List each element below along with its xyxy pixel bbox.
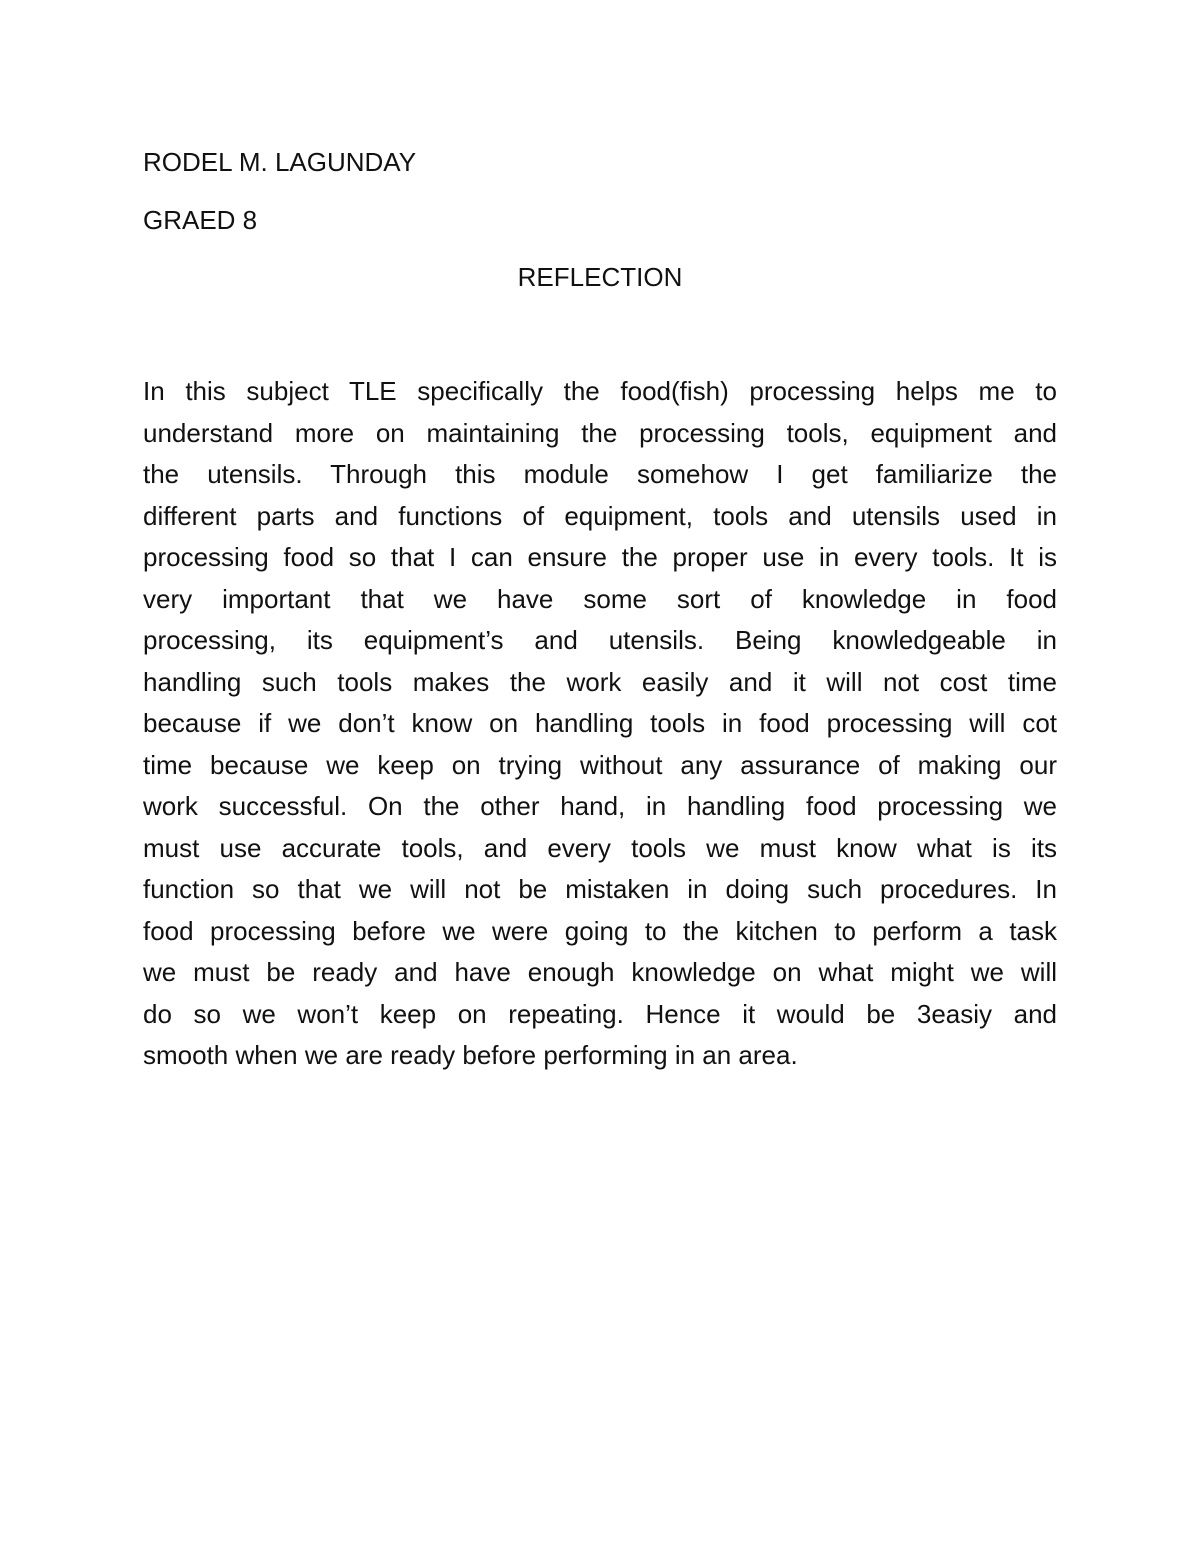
- paragraph-line: time because we keep on trying without any assurance of making our: [143, 749, 1057, 780]
- grade-level: GRAED 8: [143, 205, 258, 235]
- paragraph-line: must use accurate tools, and every tools we must know what is its: [143, 832, 1057, 863]
- document-title: REFLECTION: [517, 262, 683, 292]
- paragraph-line: understand more on maintaining the processing tools, equipment and: [143, 417, 1057, 448]
- paragraph-line: work successful. On the other hand, in handling food processing we: [143, 791, 1057, 821]
- paragraph-line: food processing before we were going to the kitchen to perform a task: [143, 915, 1057, 946]
- paragraph-line: we must be ready and have enough knowledge on what might we will: [143, 957, 1057, 987]
- paragraph-line: function so that we will not be mistaken in doing such procedures. In: [143, 874, 1057, 904]
- paragraph-line: In this subject TLE specifically the food(fish) processing helps me to: [143, 376, 1057, 406]
- paragraph-line: different parts and functions of equipment, tools and utensils used in: [143, 500, 1057, 531]
- paragraph-line: very important that we have some sort of knowledge in food: [143, 583, 1057, 614]
- paragraph-line: handling such tools makes the work easily and it will not cost time: [143, 666, 1057, 697]
- paragraph-line: smooth when we are ready before performing in an area.: [143, 1040, 798, 1070]
- paragraph-line: do so we won’t keep on repeating. Hence it would be 3easiy and: [143, 998, 1057, 1029]
- paragraph-line: because if we don’t know on handling tools in food processing will cot: [143, 708, 1057, 738]
- author-name: RODEL M. LAGUNDAY: [143, 147, 417, 177]
- reflection-paragraph: [143, 371, 1057, 1077]
- paragraph-line: processing, its equipment’s and utensils. Being knowledgeable in: [143, 625, 1057, 655]
- paragraph-line: processing food so that I can ensure the proper use in every tools. It is: [143, 542, 1057, 572]
- paragraph-line: the utensils. Through this module somehow I get familiarize the: [143, 459, 1057, 489]
